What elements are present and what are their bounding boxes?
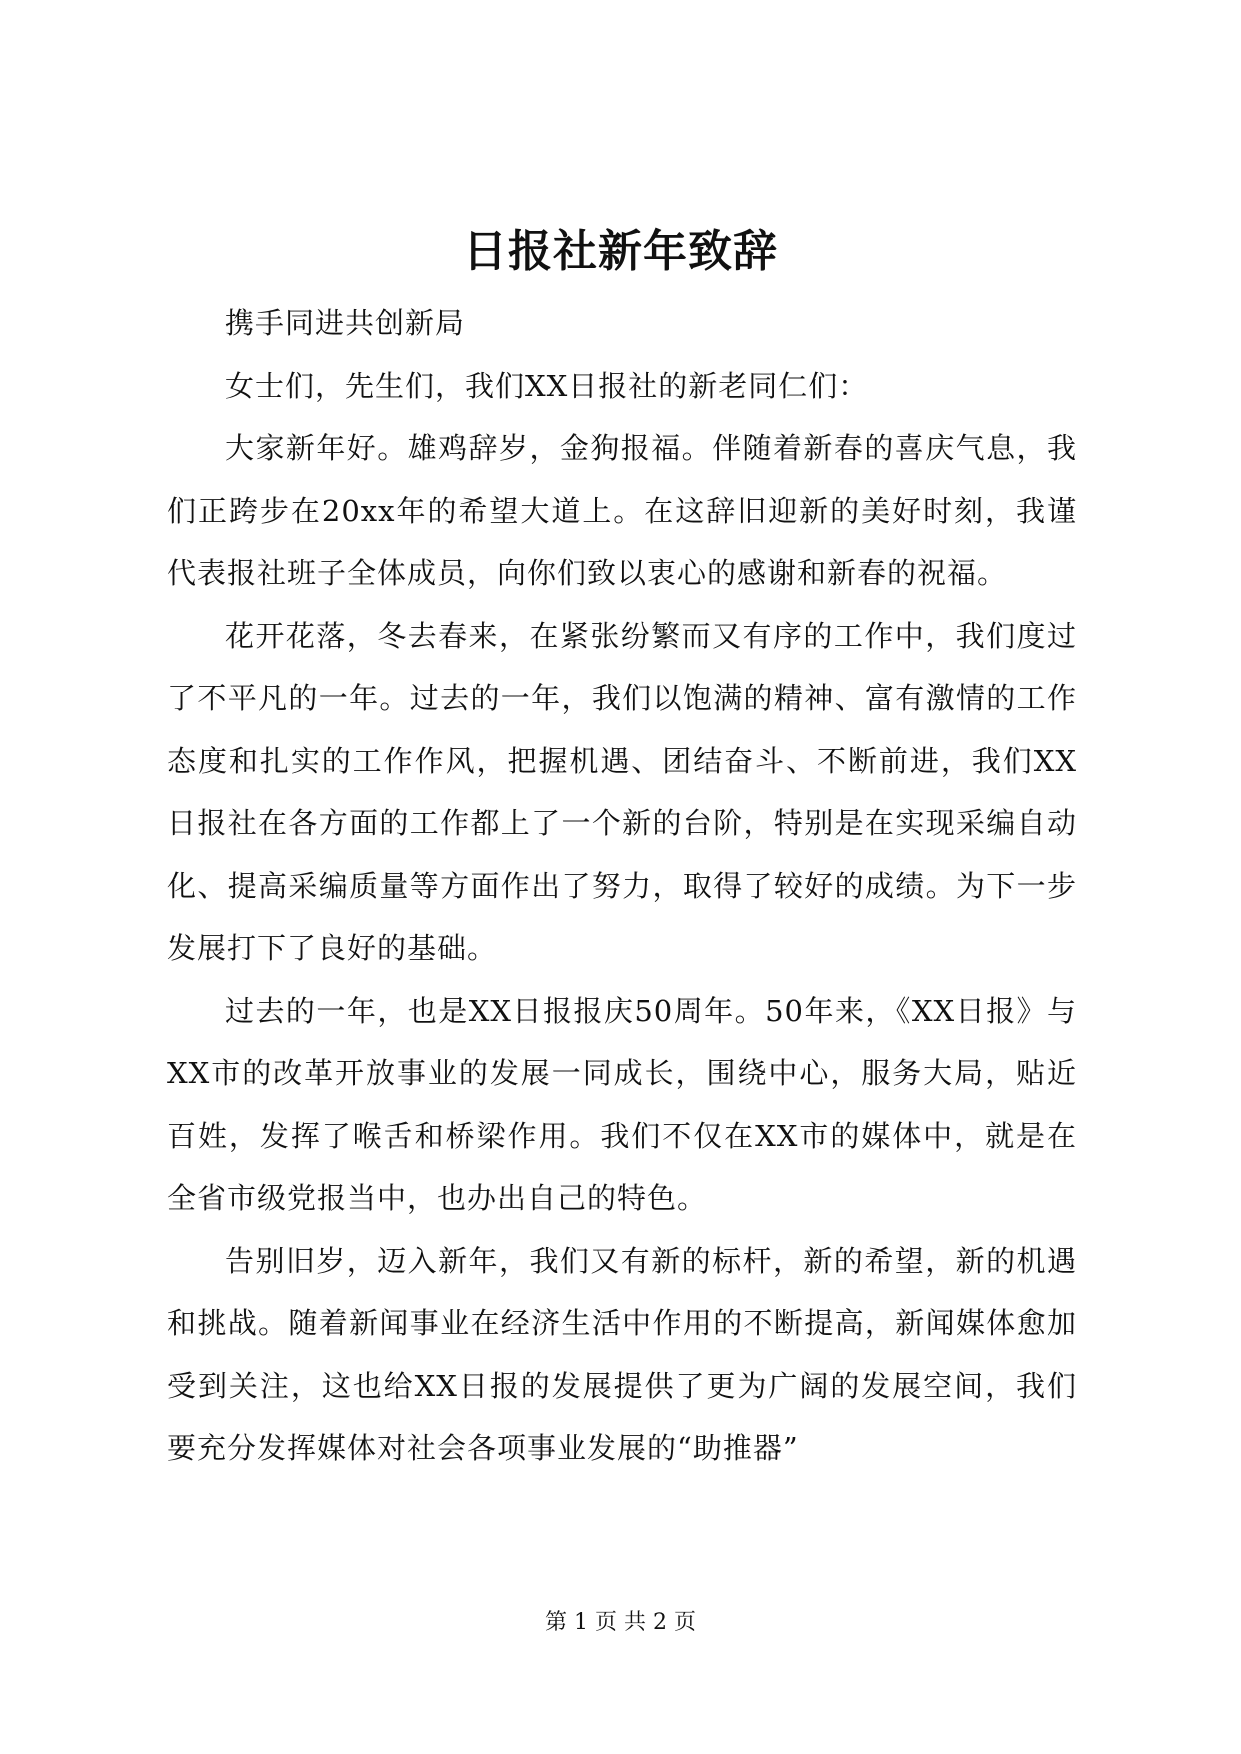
document-body xyxy=(167,292,1077,1480)
page-footer: 第 1 页 共 2 页 xyxy=(545,1610,696,1635)
body-paragraph: 过去的一年，也是XX日报报庆50周年。50年来，《XX日报》与XX市的改革开放事业的发展一同成长，围绕中心，服务大局，贴近百姓，发挥了喉舌和桥梁作用。我们不仅在XX市的媒体中，就是在全省市级党报当中，也办出自己的特色。 xyxy=(167,993,1077,1215)
body-paragraph: 告别旧岁，迈入新年，我们又有新的标杆，新的希望，新的机遇和挑战。随着新闻事业在经济生活中作用的不断提高，新闻媒体愈加受到关注，这也给XX日报的发展提供了更为广阔的发展空间，我们要充分发挥媒体对社会各项事业发展的“助推器” xyxy=(167,1243,1077,1465)
body-paragraph: 花开花落，冬去春来，在紧张纷繁而又有序的工作中，我们度过了不平凡的一年。过去的一年，我们以饱满的精神、富有激情的工作态度和扎实的工作作风，把握机遇、团结奋斗、不断前进，我们XX日报社在各方面的工作都上了一个新的台阶，特别是在实现采编自动化、提高采编质量等方面作出了努力，取得了较好的成绩。为下一步发展打下了良好的基础。 xyxy=(167,618,1077,965)
salutation-paragraph: 女士们，先生们，我们XX日报社的新老同仁们： xyxy=(225,368,869,403)
document-title: 日报社新年致辞 xyxy=(463,226,778,277)
body-paragraph: 大家新年好。雄鸡辞岁，金狗报福。伴随着新春的喜庆气息，我们正跨步在20xx年的希望大道上。在这辞旧迎新的美好时刻，我谨代表报社班子全体成员，向你们致以衷心的感谢和新春的祝福。 xyxy=(167,431,1077,590)
subtitle-paragraph: 携手同进共创新局 xyxy=(225,306,466,340)
